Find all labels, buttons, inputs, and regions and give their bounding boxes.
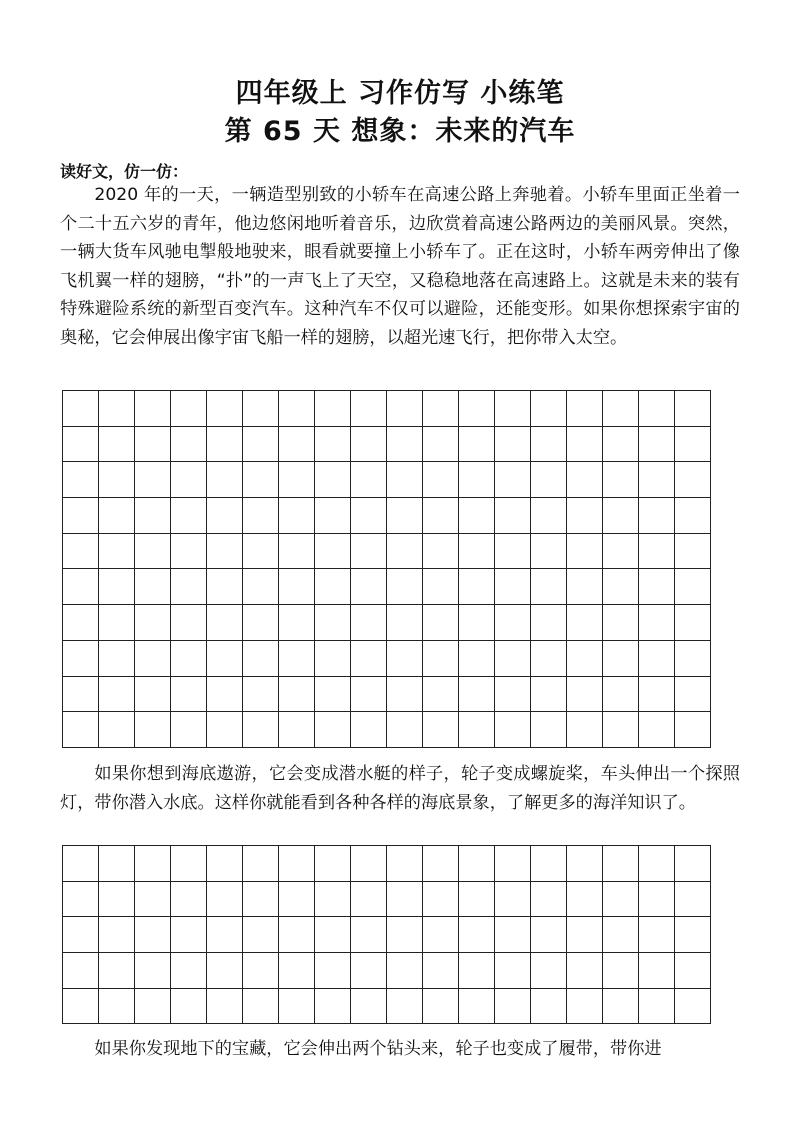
grid-row <box>63 712 711 748</box>
writing-cell[interactable] <box>423 989 459 1025</box>
writing-cell[interactable] <box>135 917 171 953</box>
writing-cell[interactable] <box>387 953 423 989</box>
writing-cell[interactable] <box>351 569 387 605</box>
writing-cell[interactable] <box>315 917 351 953</box>
writing-cell[interactable] <box>639 391 675 427</box>
writing-cell[interactable] <box>171 882 207 918</box>
writing-cell[interactable] <box>63 953 99 989</box>
writing-cell[interactable] <box>423 712 459 748</box>
grid-row <box>63 882 711 918</box>
writing-cell[interactable] <box>99 989 135 1025</box>
writing-cell[interactable] <box>603 605 639 641</box>
writing-cell[interactable] <box>135 641 171 677</box>
writing-cell[interactable] <box>63 391 99 427</box>
writing-cell[interactable] <box>531 989 567 1025</box>
writing-cell[interactable] <box>567 391 603 427</box>
writing-cell[interactable] <box>567 989 603 1025</box>
writing-cell[interactable] <box>567 569 603 605</box>
writing-cell[interactable] <box>603 917 639 953</box>
grid-row <box>63 846 711 882</box>
writing-cell[interactable] <box>567 882 603 918</box>
writing-cell[interactable] <box>207 569 243 605</box>
writing-cell[interactable] <box>279 917 315 953</box>
writing-cell[interactable] <box>423 605 459 641</box>
writing-cell[interactable] <box>63 641 99 677</box>
writing-cell[interactable] <box>567 462 603 498</box>
writing-cell[interactable] <box>567 712 603 748</box>
writing-cell[interactable] <box>207 605 243 641</box>
writing-cell[interactable] <box>243 917 279 953</box>
writing-cell[interactable] <box>135 677 171 713</box>
writing-cell[interactable] <box>99 712 135 748</box>
writing-cell[interactable] <box>99 846 135 882</box>
writing-cell[interactable] <box>315 462 351 498</box>
writing-cell[interactable] <box>423 534 459 570</box>
writing-cell[interactable] <box>351 427 387 463</box>
writing-cell[interactable] <box>207 462 243 498</box>
writing-cell[interactable] <box>567 677 603 713</box>
writing-cell[interactable] <box>531 605 567 641</box>
writing-cell[interactable] <box>135 989 171 1025</box>
writing-cell[interactable] <box>675 989 711 1025</box>
writing-cell[interactable] <box>279 882 315 918</box>
writing-cell[interactable] <box>315 677 351 713</box>
writing-cell[interactable] <box>243 989 279 1025</box>
writing-cell[interactable] <box>531 882 567 918</box>
writing-cell[interactable] <box>675 712 711 748</box>
writing-cell[interactable] <box>243 953 279 989</box>
writing-cell[interactable] <box>135 605 171 641</box>
writing-cell[interactable] <box>207 846 243 882</box>
writing-cell[interactable] <box>279 712 315 748</box>
writing-cell[interactable] <box>351 846 387 882</box>
writing-cell[interactable] <box>495 391 531 427</box>
writing-cell[interactable] <box>387 917 423 953</box>
writing-cell[interactable] <box>63 569 99 605</box>
writing-cell[interactable] <box>675 427 711 463</box>
writing-cell[interactable] <box>279 569 315 605</box>
writing-cell[interactable] <box>387 534 423 570</box>
writing-cell[interactable] <box>567 917 603 953</box>
writing-cell[interactable] <box>423 427 459 463</box>
writing-cell[interactable] <box>675 498 711 534</box>
writing-cell[interactable] <box>495 989 531 1025</box>
writing-cell[interactable] <box>495 569 531 605</box>
writing-cell[interactable] <box>351 462 387 498</box>
writing-cell[interactable] <box>639 953 675 989</box>
writing-cell[interactable] <box>279 846 315 882</box>
writing-cell[interactable] <box>639 498 675 534</box>
writing-cell[interactable] <box>387 677 423 713</box>
writing-cell[interactable] <box>531 641 567 677</box>
writing-cell[interactable] <box>63 712 99 748</box>
writing-cell[interactable] <box>423 498 459 534</box>
writing-cell[interactable] <box>243 712 279 748</box>
writing-cell[interactable] <box>603 846 639 882</box>
writing-cell[interactable] <box>675 569 711 605</box>
writing-cell[interactable] <box>531 677 567 713</box>
lesson-title: 第 65 天 想象：未来的汽车 <box>224 116 576 147</box>
writing-cell[interactable] <box>603 427 639 463</box>
writing-cell[interactable] <box>171 391 207 427</box>
grid-row <box>63 989 711 1025</box>
writing-cell[interactable] <box>639 712 675 748</box>
grid-row <box>63 953 711 989</box>
writing-cell[interactable] <box>387 846 423 882</box>
writing-cell[interactable] <box>99 534 135 570</box>
writing-cell[interactable] <box>243 846 279 882</box>
writing-cell[interactable] <box>603 677 639 713</box>
writing-cell[interactable] <box>459 498 495 534</box>
writing-cell[interactable] <box>279 953 315 989</box>
writing-cell[interactable] <box>207 391 243 427</box>
writing-cell[interactable] <box>207 498 243 534</box>
writing-cell[interactable] <box>531 569 567 605</box>
writing-cell[interactable] <box>603 712 639 748</box>
writing-cell[interactable] <box>135 391 171 427</box>
writing-cell[interactable] <box>99 427 135 463</box>
writing-cell[interactable] <box>279 989 315 1025</box>
grid-row <box>63 534 711 570</box>
writing-cell[interactable] <box>171 641 207 677</box>
writing-cell[interactable] <box>63 462 99 498</box>
writing-cell[interactable] <box>315 534 351 570</box>
writing-cell[interactable] <box>171 953 207 989</box>
writing-cell[interactable] <box>207 882 243 918</box>
writing-cell[interactable] <box>459 641 495 677</box>
writing-cell[interactable] <box>207 989 243 1025</box>
writing-cell[interactable] <box>243 427 279 463</box>
writing-cell[interactable] <box>207 677 243 713</box>
writing-cell[interactable] <box>171 427 207 463</box>
writing-cell[interactable] <box>423 846 459 882</box>
writing-cell[interactable] <box>639 569 675 605</box>
writing-grid-2[interactable] <box>62 845 711 1024</box>
writing-cell[interactable] <box>639 917 675 953</box>
writing-cell[interactable] <box>63 917 99 953</box>
writing-cell[interactable] <box>639 462 675 498</box>
writing-cell[interactable] <box>99 569 135 605</box>
writing-cell[interactable] <box>99 641 135 677</box>
writing-cell[interactable] <box>279 641 315 677</box>
writing-cell[interactable] <box>207 712 243 748</box>
writing-cell[interactable] <box>387 989 423 1025</box>
writing-cell[interactable] <box>387 882 423 918</box>
writing-cell[interactable] <box>315 427 351 463</box>
grid-row <box>63 498 711 534</box>
grid-row <box>63 427 711 463</box>
writing-cell[interactable] <box>63 427 99 463</box>
writing-cell[interactable] <box>99 391 135 427</box>
writing-cell[interactable] <box>279 498 315 534</box>
writing-cell[interactable] <box>315 882 351 918</box>
writing-cell[interactable] <box>603 641 639 677</box>
writing-cell[interactable] <box>459 989 495 1025</box>
writing-cell[interactable] <box>531 462 567 498</box>
writing-cell[interactable] <box>567 605 603 641</box>
writing-cell[interactable] <box>135 534 171 570</box>
writing-cell[interactable] <box>243 462 279 498</box>
writing-cell[interactable] <box>675 391 711 427</box>
writing-cell[interactable] <box>243 882 279 918</box>
writing-cell[interactable] <box>423 391 459 427</box>
writing-cell[interactable] <box>279 677 315 713</box>
writing-cell[interactable] <box>315 498 351 534</box>
writing-cell[interactable] <box>315 605 351 641</box>
writing-cell[interactable] <box>639 882 675 918</box>
grid-row <box>63 462 711 498</box>
writing-cell[interactable] <box>171 989 207 1025</box>
grid-row <box>63 917 711 953</box>
writing-cell[interactable] <box>459 917 495 953</box>
writing-cell[interactable] <box>135 846 171 882</box>
writing-cell[interactable] <box>171 677 207 713</box>
writing-cell[interactable] <box>207 953 243 989</box>
writing-cell[interactable] <box>423 462 459 498</box>
writing-cell[interactable] <box>135 462 171 498</box>
writing-cell[interactable] <box>495 462 531 498</box>
writing-cell[interactable] <box>243 641 279 677</box>
writing-cell[interactable] <box>459 569 495 605</box>
writing-cell[interactable] <box>567 953 603 989</box>
writing-cell[interactable] <box>63 534 99 570</box>
writing-cell[interactable] <box>387 391 423 427</box>
writing-cell[interactable] <box>675 677 711 713</box>
writing-cell[interactable] <box>423 917 459 953</box>
writing-cell[interactable] <box>315 641 351 677</box>
writing-cell[interactable] <box>99 953 135 989</box>
writing-cell[interactable] <box>171 462 207 498</box>
writing-cell[interactable] <box>639 677 675 713</box>
writing-cell[interactable] <box>639 534 675 570</box>
writing-cell[interactable] <box>603 498 639 534</box>
writing-cell[interactable] <box>495 677 531 713</box>
writing-cell[interactable] <box>495 605 531 641</box>
writing-cell[interactable] <box>675 917 711 953</box>
writing-cell[interactable] <box>171 846 207 882</box>
writing-cell[interactable] <box>99 498 135 534</box>
writing-cell[interactable] <box>639 641 675 677</box>
writing-cell[interactable] <box>423 882 459 918</box>
writing-cell[interactable] <box>423 953 459 989</box>
writing-cell[interactable] <box>279 534 315 570</box>
writing-cell[interactable] <box>351 641 387 677</box>
writing-cell[interactable] <box>495 641 531 677</box>
writing-cell[interactable] <box>603 569 639 605</box>
writing-cell[interactable] <box>387 712 423 748</box>
worksheet-title: 四年级上 习作仿写 小练笔 <box>235 78 565 109</box>
model-paragraph-3: 如果你发现地下的宝藏，它会伸出两个钻头来，轮子也变成了履带，带你进 <box>94 1039 662 1059</box>
writing-cell[interactable] <box>495 953 531 989</box>
writing-cell[interactable] <box>603 534 639 570</box>
writing-cell[interactable] <box>351 712 387 748</box>
writing-cell[interactable] <box>351 953 387 989</box>
writing-cell[interactable] <box>63 882 99 918</box>
writing-cell[interactable] <box>207 917 243 953</box>
writing-cell[interactable] <box>495 427 531 463</box>
writing-cell[interactable] <box>603 462 639 498</box>
writing-cell[interactable] <box>531 917 567 953</box>
writing-cell[interactable] <box>243 534 279 570</box>
writing-cell[interactable] <box>351 605 387 641</box>
writing-cell[interactable] <box>459 677 495 713</box>
writing-cell[interactable] <box>675 534 711 570</box>
writing-cell[interactable] <box>99 605 135 641</box>
writing-cell[interactable] <box>99 917 135 953</box>
writing-cell[interactable] <box>495 534 531 570</box>
writing-cell[interactable] <box>603 391 639 427</box>
writing-cell[interactable] <box>531 534 567 570</box>
writing-cell[interactable] <box>639 605 675 641</box>
writing-cell[interactable] <box>387 462 423 498</box>
writing-cell[interactable] <box>603 882 639 918</box>
writing-cell[interactable] <box>459 605 495 641</box>
writing-cell[interactable] <box>459 391 495 427</box>
writing-cell[interactable] <box>243 391 279 427</box>
writing-cell[interactable] <box>495 498 531 534</box>
writing-cell[interactable] <box>423 677 459 713</box>
writing-cell[interactable] <box>171 712 207 748</box>
writing-cell[interactable] <box>459 846 495 882</box>
writing-cell[interactable] <box>135 712 171 748</box>
writing-cell[interactable] <box>459 712 495 748</box>
writing-cell[interactable] <box>675 953 711 989</box>
writing-cell[interactable] <box>459 534 495 570</box>
writing-cell[interactable] <box>387 641 423 677</box>
grid-row <box>63 677 711 713</box>
writing-cell[interactable] <box>315 989 351 1025</box>
writing-cell[interactable] <box>495 917 531 953</box>
writing-cell[interactable] <box>351 989 387 1025</box>
writing-cell[interactable] <box>315 846 351 882</box>
writing-cell[interactable] <box>63 989 99 1025</box>
writing-cell[interactable] <box>495 882 531 918</box>
writing-cell[interactable] <box>351 882 387 918</box>
writing-cell[interactable] <box>639 846 675 882</box>
writing-cell[interactable] <box>207 427 243 463</box>
writing-cell[interactable] <box>315 953 351 989</box>
writing-cell[interactable] <box>531 427 567 463</box>
writing-cell[interactable] <box>531 391 567 427</box>
writing-cell[interactable] <box>387 569 423 605</box>
writing-cell[interactable] <box>135 882 171 918</box>
writing-cell[interactable] <box>675 882 711 918</box>
writing-cell[interactable] <box>171 498 207 534</box>
section-label: 读好文，仿一仿： <box>60 162 189 181</box>
model-paragraph-2: 如果你想到海底遨游，它会变成潜水艇的样子，轮子变成螺旋桨，车头伸出一个探照灯，带你潜入水底。这样你就能看到各种各样的海底景象，了解更多的海洋知识了。 <box>60 764 740 813</box>
writing-cell[interactable] <box>99 882 135 918</box>
writing-cell[interactable] <box>423 641 459 677</box>
writing-cell[interactable] <box>603 989 639 1025</box>
writing-cell[interactable] <box>243 677 279 713</box>
writing-cell[interactable] <box>63 677 99 713</box>
writing-cell[interactable] <box>279 391 315 427</box>
writing-cell[interactable] <box>567 641 603 677</box>
writing-cell[interactable] <box>135 427 171 463</box>
grid-row <box>63 605 711 641</box>
writing-grid-1[interactable] <box>62 390 711 748</box>
writing-cell[interactable] <box>315 712 351 748</box>
writing-cell[interactable] <box>603 953 639 989</box>
writing-cell[interactable] <box>459 462 495 498</box>
writing-cell[interactable] <box>459 882 495 918</box>
writing-cell[interactable] <box>639 427 675 463</box>
writing-cell[interactable] <box>459 427 495 463</box>
writing-cell[interactable] <box>207 534 243 570</box>
writing-cell[interactable] <box>531 953 567 989</box>
writing-cell[interactable] <box>675 605 711 641</box>
writing-cell[interactable] <box>351 917 387 953</box>
writing-cell[interactable] <box>675 641 711 677</box>
writing-cell[interactable] <box>531 498 567 534</box>
writing-cell[interactable] <box>63 605 99 641</box>
writing-cell[interactable] <box>315 569 351 605</box>
writing-cell[interactable] <box>279 462 315 498</box>
writing-cell[interactable] <box>135 953 171 989</box>
writing-cell[interactable] <box>315 391 351 427</box>
writing-cell[interactable] <box>63 498 99 534</box>
writing-cell[interactable] <box>243 605 279 641</box>
writing-cell[interactable] <box>423 569 459 605</box>
model-paragraph-1: 2020 年的一天，一辆造型别致的小轿车在高速公路上奔驰着。小轿车里面正坐着一个二十五六岁的青年，他边悠闲地听着音乐，边欣赏着高速公路两边的美丽风景。突然，一辆大货车风驰电掣般地驶来，眼看就要撞上小轿车了。正在这时，小轿车两旁伸出了像飞机翼一样的翅膀，“扑”的一声飞上了天空，又稳稳地落在高速路上。这就是未来的装有特殊避险系统的新型百变汽车。这种汽车不仅可以避险，还能变形。如果你想探索宇宙的奥秘，它会伸展出像宇宙飞船一样的翅膀，以超光速飞行，把你带入太空。 <box>60 185 740 348</box>
writing-cell[interactable] <box>567 846 603 882</box>
writing-cell[interactable] <box>351 534 387 570</box>
writing-cell[interactable] <box>171 534 207 570</box>
grid-row <box>63 391 711 427</box>
writing-cell[interactable] <box>567 498 603 534</box>
writing-cell[interactable] <box>99 462 135 498</box>
writing-cell[interactable] <box>495 846 531 882</box>
writing-cell[interactable] <box>207 641 243 677</box>
writing-cell[interactable] <box>135 569 171 605</box>
writing-cell[interactable] <box>63 846 99 882</box>
writing-cell[interactable] <box>99 677 135 713</box>
writing-cell[interactable] <box>459 953 495 989</box>
writing-cell[interactable] <box>531 846 567 882</box>
writing-cell[interactable] <box>351 391 387 427</box>
writing-cell[interactable] <box>639 989 675 1025</box>
writing-cell[interactable] <box>171 605 207 641</box>
writing-cell[interactable] <box>135 498 171 534</box>
writing-cell[interactable] <box>387 498 423 534</box>
writing-cell[interactable] <box>279 605 315 641</box>
grid-row <box>63 641 711 677</box>
writing-cell[interactable] <box>351 677 387 713</box>
grid-row <box>63 569 711 605</box>
writing-cell[interactable] <box>171 569 207 605</box>
writing-cell[interactable] <box>567 534 603 570</box>
writing-cell[interactable] <box>531 712 567 748</box>
writing-cell[interactable] <box>567 427 603 463</box>
writing-cell[interactable] <box>243 498 279 534</box>
writing-cell[interactable] <box>351 498 387 534</box>
writing-cell[interactable] <box>675 462 711 498</box>
writing-cell[interactable] <box>243 569 279 605</box>
writing-cell[interactable] <box>387 427 423 463</box>
writing-cell[interactable] <box>171 917 207 953</box>
writing-cell[interactable] <box>495 712 531 748</box>
writing-cell[interactable] <box>387 605 423 641</box>
writing-cell[interactable] <box>675 846 711 882</box>
writing-cell[interactable] <box>279 427 315 463</box>
